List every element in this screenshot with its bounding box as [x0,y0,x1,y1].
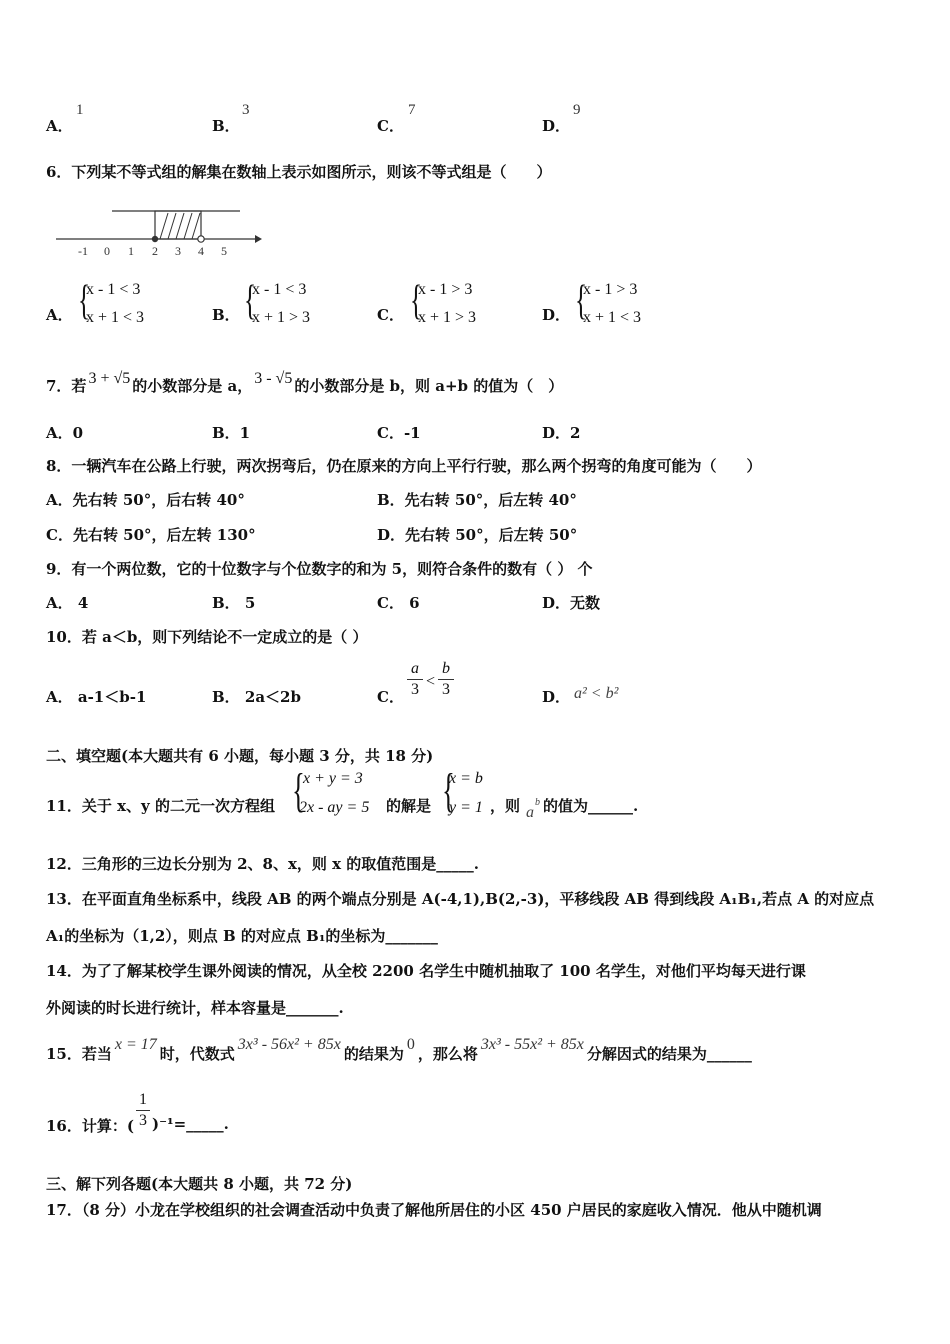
q15-prefix: 15．若当 [46,1045,112,1063]
hatching [160,213,200,239]
q7-option-a: A．0 [46,424,84,442]
q10-fraction-a-over-3 [407,659,423,700]
q11-expr-base: a [526,804,534,821]
q17-text: 17．（8 分）小龙在学校组织的社会调查活动中负责了解他所居住的小区 450 户居民的家庭收入情况．他从中随机调 [46,1201,822,1219]
q8-option-a: A．先右转 50°，后右转 40° [46,491,245,509]
section-3-heading: 三、解下列各题(本大题共 8 小题，共 72 分) [46,1175,353,1193]
number-line-figure [50,205,270,260]
fraction-numerator: b [438,659,454,680]
brace-icon: { [292,764,305,817]
q15-text-4: 分解因式的结果为______ [586,1045,752,1063]
tick-label: 0 [104,244,110,258]
q6-a-ineq-1: x - 1 < 3 [86,281,141,298]
q7-option-c: C．-1 [377,424,421,442]
q11-then: ，则 [490,797,521,815]
q5-option-b-value: 3 [242,102,250,118]
q8-option-c: C．先右转 50°，后左转 130° [46,526,256,544]
q6-d-ineq-2: x + 1 < 3 [583,309,642,326]
q6-b-ineq-2: x + 1 > 3 [252,309,311,326]
q7-stem [46,370,564,396]
q11-eq-1: x + y = 3 [303,770,363,787]
section-2-heading: 二、填空题(本大题共有 6 小题，每小题 3 分，共 18 分) [46,747,434,765]
q10-option-d-label: D． [542,688,571,706]
q10-stem: 10．若 a＜b，则下列结论不一定成立的是（ ） [46,628,368,646]
q6-option-a-label: A． [46,306,73,324]
q6-c-ineq-1: x - 1 > 3 [418,281,473,298]
q10-option-b: B． 2a＜2b [212,688,301,706]
q5-option-d-label: D． [542,117,571,135]
q5-option-d-value: 9 [573,102,581,118]
q5-option-c-label: C． [377,117,404,135]
brace-icon: { [78,278,91,324]
axis-arrow-icon [255,235,262,243]
q9-option-a: A． 4 [46,594,89,612]
q9-option-b: B． 5 [212,594,256,612]
tick-label: -1 [78,244,88,258]
q7-option-b: B．1 [212,424,251,442]
q7-option-d: D．2 [542,424,581,442]
closed-endpoint-2 [152,236,158,242]
q14-line-2: 外阅读的时长进行统计，样本容量是_______. [46,999,344,1017]
q10-option-d-expr: a² < b² [574,685,619,702]
q11-mid: 的解是 [386,797,432,815]
q6-c-ineq-2: x + 1 > 3 [418,309,477,326]
q7-expr-1: 3 + √5 [88,370,131,387]
q15-text-3: ，那么将 [417,1045,478,1063]
q5-option-c-value: 7 [408,102,416,118]
tick-label: 1 [128,244,134,258]
q13-line-2: A₁的坐标为（1,2），则点 B 的对应点 B₁的坐标为_______ [46,927,438,945]
fraction-denominator: 3 [442,681,450,698]
brace-icon: { [410,278,423,324]
q7-prefix: 7．若 [46,377,87,395]
q12-text: 12．三角形的三边长分别为 2、8、x，则 x 的取值范围是_____. [46,855,480,873]
q11-sol-1: x = b [449,770,483,787]
q8-option-d: D．先右转 50°，后左转 50° [377,526,578,544]
q6-stem: 6．下列某不等式组的解集在数轴上表示如图所示，则该不等式组是（ ） [46,163,552,181]
q11-suffix: 的值为______. [543,797,639,815]
q6-option-b-label: B． [212,306,240,324]
brace-icon: { [575,278,588,324]
q9-stem: 9．有一个两位数，它的十位数字与个位数字的和为 5，则符合条件的数有（ ） 个 [46,560,593,578]
q16-fraction [136,1090,150,1131]
open-endpoint-4 [198,236,204,242]
q5-option-b-label: B． [212,117,240,135]
tick-label: 2 [152,244,158,258]
q9-option-d: D．无数 [542,594,601,612]
q6-a-ineq-2: x + 1 < 3 [86,309,145,326]
brace-icon: { [442,764,455,817]
q6-option-c-label: C． [377,306,404,324]
fraction-numerator: 1 [136,1090,150,1111]
q15-text-1: 时，代数式 [159,1045,235,1063]
q6-option-d-label: D． [542,306,571,324]
q15-expression-1: 3x³ - 56x² + 85x [237,1036,341,1053]
q7-suffix: 的小数部分是 b，则 a+b 的值为（ ） [294,377,564,395]
solution-region [155,211,201,239]
fraction-denominator: 3 [411,681,419,698]
q11-sol-2: y = 1 [449,799,483,816]
q15-zero: 0 [406,1036,415,1053]
q15-text-2: 的结果为 [343,1045,404,1063]
q10-option-a: A． a-1＜b-1 [46,688,147,706]
q5-option-a-value: 1 [76,102,84,118]
tick-label: 3 [175,244,181,258]
tick-labels [78,244,227,258]
q7-mid: 的小数部分是 a， [132,377,253,395]
q6-d-ineq-1: x - 1 > 3 [583,281,638,298]
q16-prefix: 16．计算：( [46,1117,134,1135]
q15-condition: x = 17 [114,1036,157,1053]
q11-prefix: 11．关于 x、y 的二元一次方程组 [46,797,275,815]
q11-eq-2: 2x - ay = 5 [299,799,370,816]
fraction-numerator: a [407,659,423,680]
q13-line-1: 13．在平面直角坐标系中，线段 AB 的两个端点分别是 A(-4,1),B(2,-3)，平移线段 AB 得到线段 A₁B₁,若点 A 的对应点 [46,890,875,908]
fraction-denominator: 3 [139,1112,147,1129]
q10-less-than: < [426,673,436,690]
tick-label: 4 [198,244,204,258]
tick-label: 5 [221,244,227,258]
brace-icon: { [244,278,257,324]
q16-suffix: )⁻¹=_____. [152,1115,229,1133]
q6-b-ineq-1: x - 1 < 3 [252,281,307,298]
q10-option-c-label: C． [377,688,404,706]
q10-fraction-b-over-3 [438,659,454,700]
q7-expr-2: 3 - √5 [254,370,293,387]
q8-stem: 8．一辆汽车在公路上行驶，两次拐弯后，仍在原来的方向上平行行驶，那么两个拐弯的角度可能为（ ） [46,457,762,475]
q15-expression-2: 3x³ - 55x² + 85x [480,1036,584,1053]
q9-option-c: C． 6 [377,594,420,612]
q15-stem [46,1036,752,1064]
q14-line-1: 14．为了了解某校学生课外阅读的情况，从全校 2200 名学生中随机抽取了 100 名学生，对他们平均每天进行课 [46,962,806,980]
q5-option-a-label: A． [46,117,73,135]
q8-option-b: B．先右转 50°，后左转 40° [377,491,577,509]
q11-expr-exponent: b [535,797,540,808]
